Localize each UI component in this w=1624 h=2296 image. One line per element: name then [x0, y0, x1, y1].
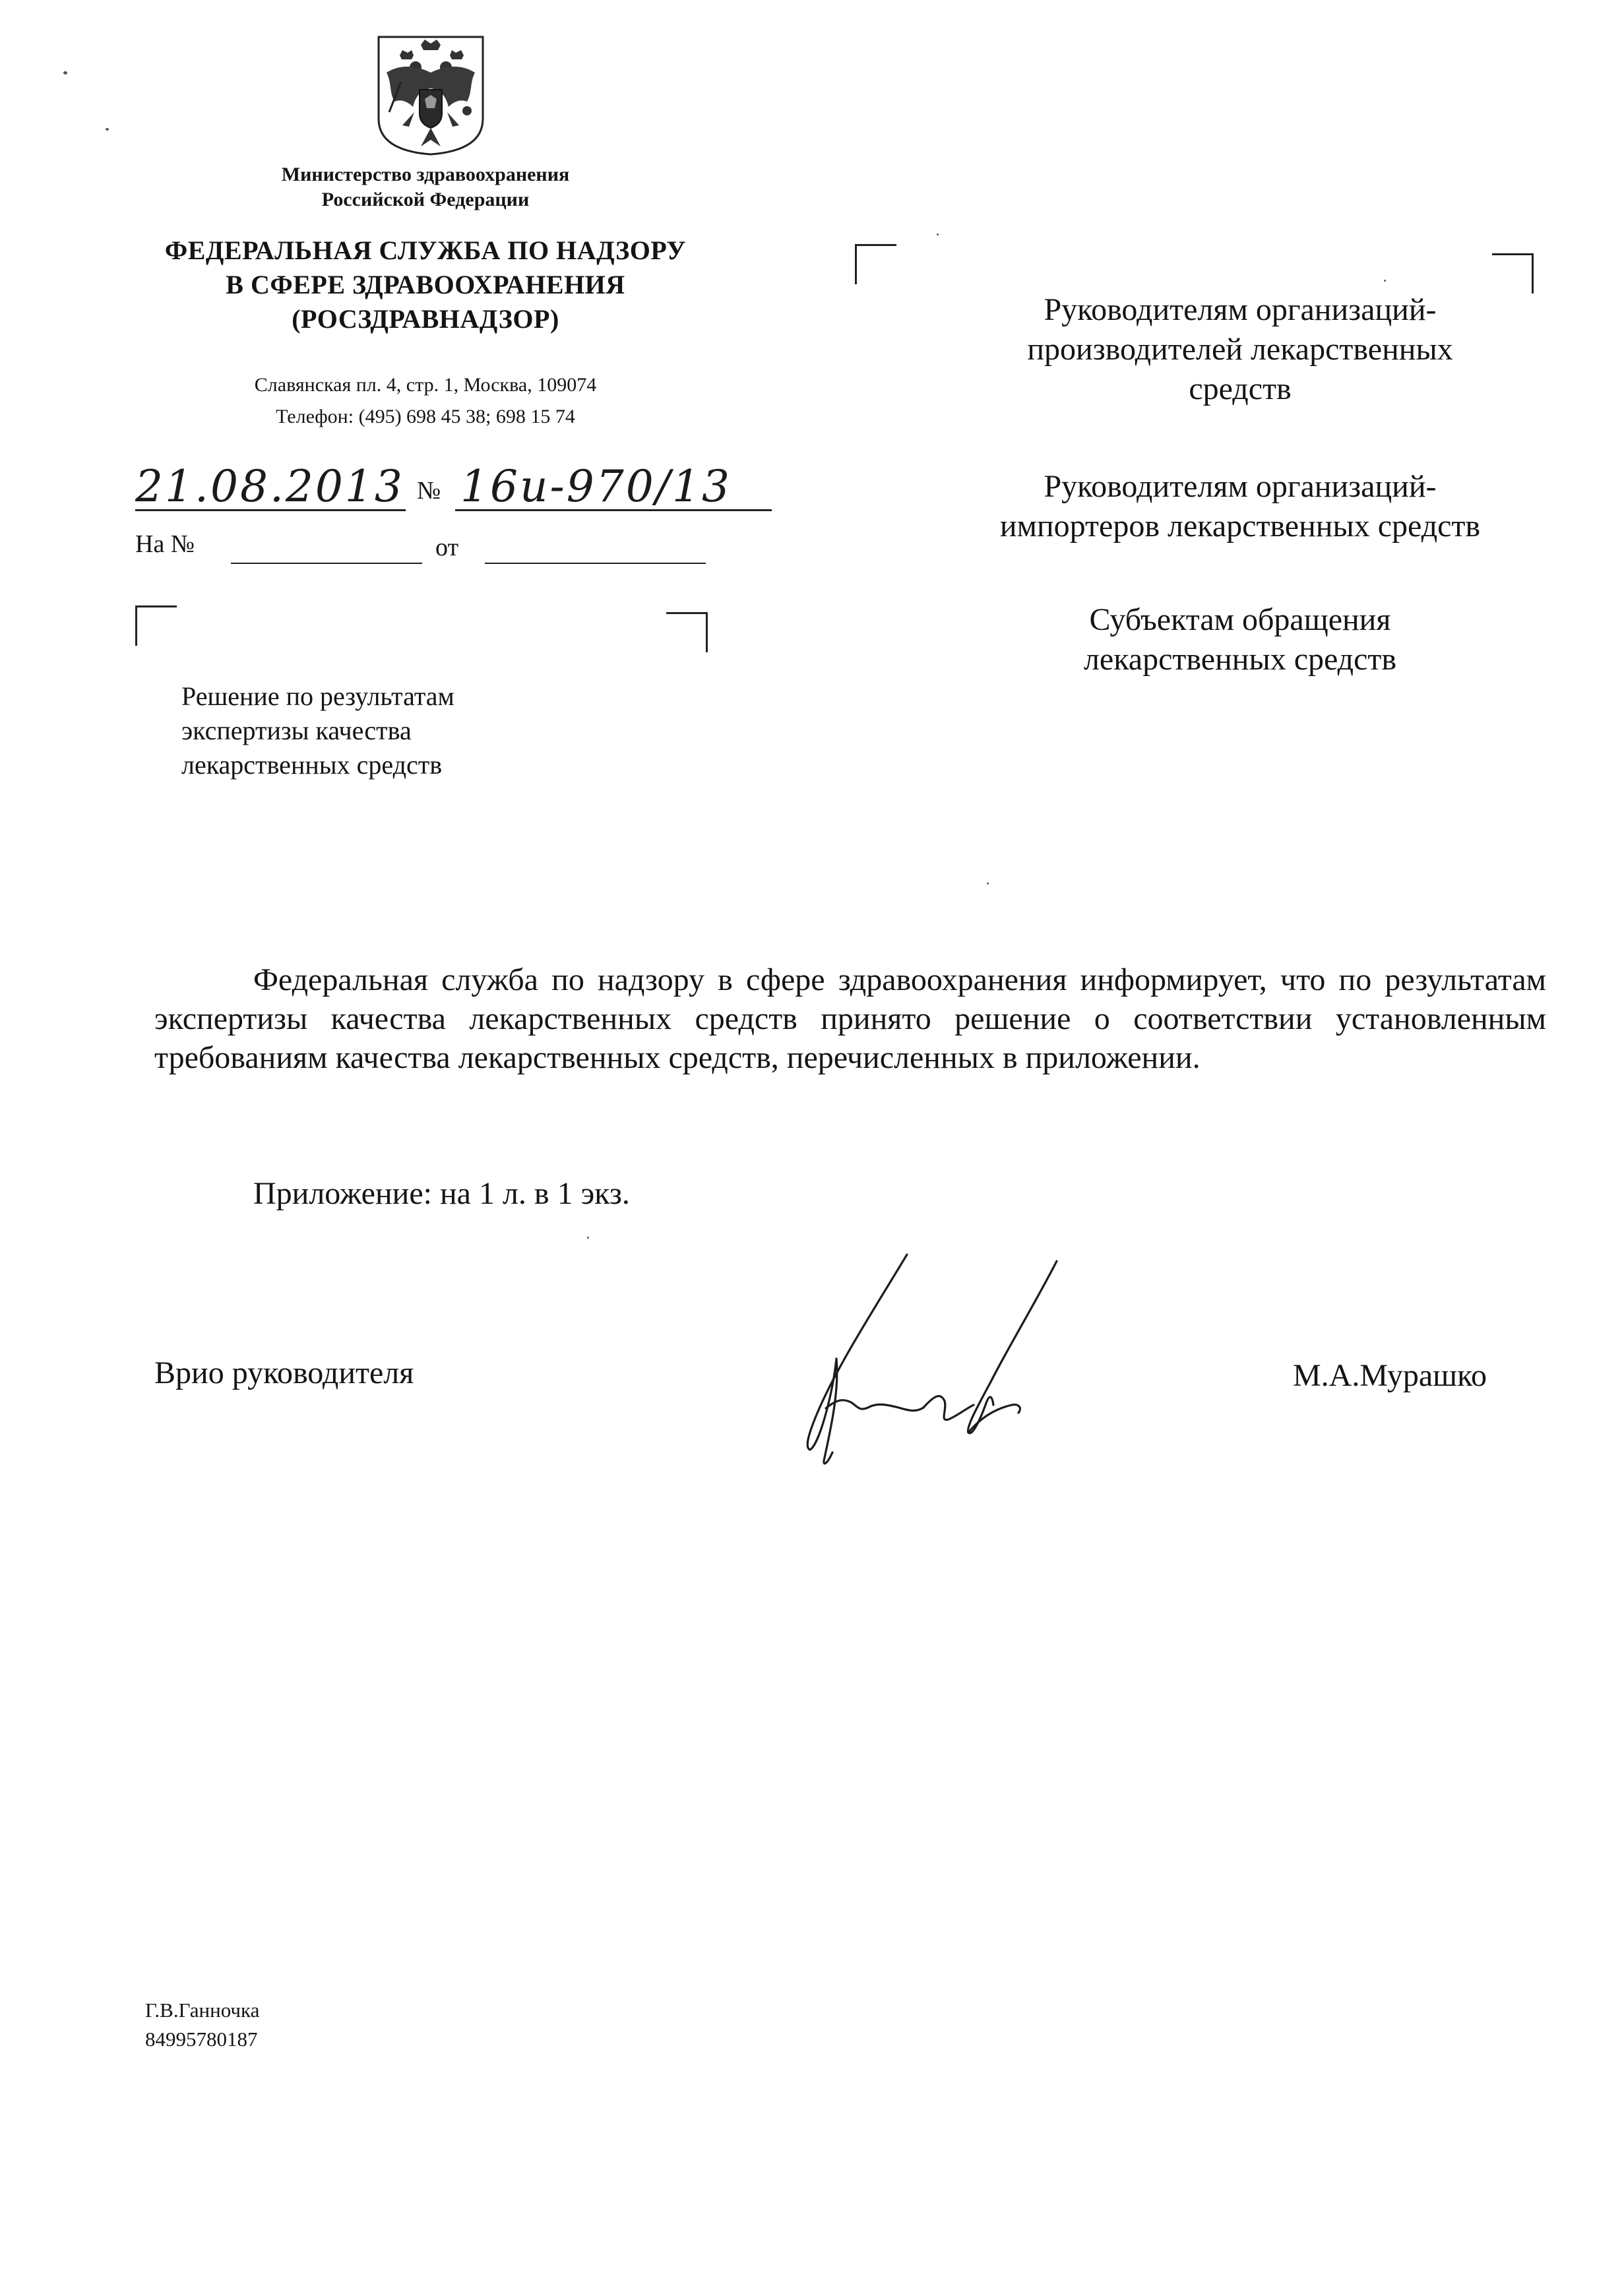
scan-speck [987, 883, 989, 884]
addressee-corner-left [855, 244, 896, 284]
executor-block [145, 1996, 259, 2054]
ministry-name [218, 162, 633, 212]
signatory-role: Врио руководителя [154, 1355, 414, 1390]
signatory-name: М.А.Мурашко [1293, 1358, 1487, 1393]
addressee-line: Руководителям организаций- [1044, 292, 1437, 327]
scan-speck [1384, 280, 1386, 282]
subject-line: экспертизы качества [181, 716, 412, 745]
registration-number-label: № [417, 477, 441, 505]
address-block [185, 369, 666, 433]
addressee-line: производителей лекарственных [1027, 332, 1453, 367]
subject-line: Решение по результатам [181, 681, 454, 711]
executor-phone: 84995780187 [145, 2028, 258, 2051]
addressee-line: лекарственных средств [1083, 642, 1397, 677]
scan-speck [587, 1237, 589, 1239]
ministry-line: Министерство здравоохранения [281, 164, 570, 185]
addressee-subjects [950, 600, 1530, 679]
subject-line: лекарственных средств [181, 750, 443, 780]
addressee-line: импортеров лекарственных средств [999, 509, 1481, 543]
scan-speck [63, 71, 67, 75]
reference-number-blank [231, 563, 422, 564]
scan-speck [937, 233, 939, 235]
executor-name: Г.В.Ганночка [145, 1999, 260, 2022]
phone-numbers: Телефон: (495) 698 45 38; 698 15 74 [276, 406, 575, 427]
attachment-note: Приложение: на 1 л. в 1 экз. [253, 1176, 630, 1211]
ministry-line: Российской Федерации [321, 189, 530, 210]
addressee-manufacturers [950, 290, 1530, 409]
letter-body: Федеральная служба по надзору в сфере здравоохранения информирует, что по результатам экспертизы качества лекарственных средств принято решение о соответствии установленным требованиям качества лекарственных средств, перечисленных в приложении. [154, 962, 1546, 1075]
addressee-line: средств [1189, 371, 1292, 406]
service-line: В СФЕРЕ ЗДРАВООХРАНЕНИЯ [226, 270, 625, 299]
registration-date: 21.08.2013 [135, 461, 404, 512]
letter-subject [181, 679, 454, 782]
registration-number-field [455, 456, 772, 511]
reference-date-blank [485, 563, 706, 564]
service-name [129, 233, 722, 336]
addressee-line: Субъектам обращения [1089, 602, 1391, 637]
scan-speck [106, 128, 109, 131]
registration-date-field [135, 456, 406, 511]
russian-coat-of-arms-icon [375, 33, 487, 157]
addressee-importers [950, 467, 1530, 546]
handwritten-signature [759, 1247, 1075, 1477]
reference-number-label: На № [135, 530, 195, 558]
service-line: ФЕДЕРАЛЬНАЯ СЛУЖБА ПО НАДЗОРУ [164, 235, 687, 265]
addressee-line: Руководителям организаций- [1044, 469, 1437, 504]
postal-address: Славянская пл. 4, стр. 1, Москва, 109074 [254, 374, 597, 396]
subject-corner-right [666, 612, 708, 652]
registration-number: 16и-970/13 [460, 461, 732, 512]
reference-date-label: от [435, 534, 459, 561]
service-line: (РОСЗДРАВНАДЗОР) [292, 304, 559, 334]
addressee-corner-right [1492, 253, 1534, 294]
subject-corner-left [135, 605, 177, 646]
